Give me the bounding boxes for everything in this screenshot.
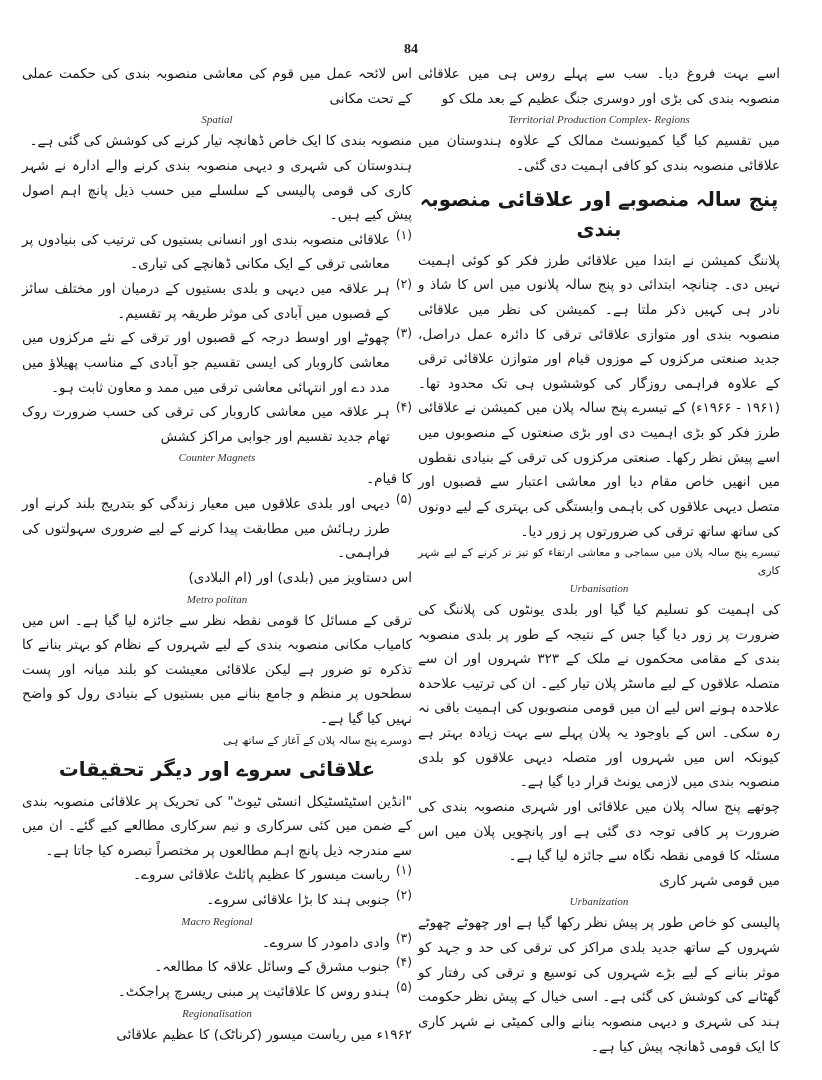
list-text: ہندو روس کا علاقائیت پر مبنی ریسرچ پراجکٹ۔ [117,983,390,1000]
right-column [418,62,780,1059]
paragraph: پالیسی کو خاص طور پر پیش نظر رکھا گیا ہے اور چھوٹے چھوٹے شہروں کے ساتھ جدید بلدی مراکز کی ترقی کی حد و جہد کو موثر بنانے کے لیے بڑے شہروں کی توسیع و ترقی کی رفتار کو گھٹانے کی کوشش کی گئی ہے۔ اسی خیال کے پیش نظر حکومت ہند کی شہری و دیہی منصوبہ بنانے والی کمیٹی نے شہر کاری کا ایک قومی ڈھانچہ پیش کیا ہے۔ [418,915,780,1055]
paragraph: پلاننگ کمیشن نے ابتدا میں علاقائی طرز فکر کو کوئی اہمیت نہیں دی۔ چنانچہ ابتدائی دو پنج سالہ پلانوں میں اس کا شاذ و نادر ہی کہیں ذکر ملتا ہے۔ کمیشن کی نظر میں علاقائی منصوبہ بندی اور متوازی علاقائی ترقی کا دائرہ عمل دراصل، جدید صنعتی مرکزوں کے موزوں قیام اور متوازن علاقائی ترقی کے علاوہ فراہمی روزگار کی کوششوں ہی تک محدود تھا۔ (۱۹۶۱ - ۱۹۶۶ء) کے تیسرے پنج سالہ پلان میں کمیشن نے علاقائی طرز فکر کو بڑی اہمیت دی اور بڑی صنعتوں کے منصوبوں میں اسے پیش نظر رکھا۔ صنعتی مرکزوں کی ترقی کے بنیادی نقطوں میں انھیں خاص مقام دیا اور معاشی اعتبار سے قصبوں اور متصل دیہی علاقوں کی باہمی وابستگی کی بہتری کے لیے دونوں کی ساتھ ساتھ ترقی کی ضرورتوں پر زور دیا۔ [418,252,780,540]
section-heading: علاقائی سروے اور دیگر تحقیقات [58,758,376,782]
paragraph: چوتھے پنج سالہ پلان میں علاقائی اور شہری منصوبہ بندی کی ضرورت پر کافی توجہ دی گئی ہے اور پانچویں پلان میں اس مسئلہ کا قومی نقطہ نگاہ سے جائزہ لیا گیا ہے۔ [418,798,780,865]
english-term: Regionalisation [182,1007,252,1020]
list-item [22,492,412,566]
paragraph: ۱۹۶۲ء میں ریاست میسور (کرناٹک) کا عظیم علاقائی [116,1026,412,1043]
paragraph: کی اہمیت کو تسلیم کیا گیا اور بلدی یونٹوں کی پلاننگ کی ضرورت پر زور دیا گیا جس کے نتیجہ کے طور پر بلدی منصوبہ بندی کے مقامی محکموں نے ملک کے ۳۲۳ شہروں اور ان سے متصلہ علاقوں کے لیے ماسٹر پلان تیار کیے۔ ان کی ترتیب علاحدہ علاحدہ ہونے اس لیے ان میں قومی منصوبوں کی اہمیت باقی نہ رہ سکی۔ اس کے باوجود یہ پلان پہلے سے بہت زیادہ بہتر ہے کیونکہ اس میں شہروں اور متصلہ دیہی علاقوں کو بلدی منصوبہ بندی میں لازمی یونٹ قرار دیا گیا ہے۔ [418,601,781,791]
paragraph: اسے بہت فروغ دیا۔ سب سے پہلے روس ہی میں علاقائی منصوبہ بندی کی بڑی اور دوسری جنگ عظیم کے بعد ملک کو [418,66,780,107]
paragraph: کا قیام۔ [366,471,412,488]
list-text: چھوٹے اور اوسط درجہ کے قصبوں اور ترقی کے نئے مرکزوں میں معاشی کاروبار کی ایسی تقسیم جو آبادی کے مناسب پھیلاؤ میں مدد دے اور انتہائی معاشی ترقی میں ممد و معاون ثابت ہو۔ [22,330,390,396]
list-number: (۳) [395,930,412,945]
list-text: ہر علاقہ میں معاشی کاروبار کی ترقی کی حسب ضرورت روک تھام جدید تقسیم اور جوابی مراکز کشش [22,404,390,445]
list-text: وادی دامودر کا سروے۔ [261,934,390,951]
list-number: (۵) [395,979,412,994]
list-number: (۱) [395,863,412,878]
list-number: (۵) [395,492,412,506]
list-text: ریاست میسور کا عظیم پائلٹ علاقائی سروے۔ [133,867,390,884]
paragraph: "انڈین اسٹیٹسٹیکل انسٹی ٹیوٹ" کی تحریک پر علاقائی منصوبہ بندی کے ضمن میں کئی سرکاری و نیم سرکاری مطالعے کیے گئے۔ ان میں سے مندرجہ ذیل پانچ اہم مطالعوں پر مختصراً تبصرہ کیا جاتا ہے۔ [22,793,412,859]
list-item [22,888,412,913]
list-text: ہر علاقہ میں دیہی و بلدی بستیوں کے درمیان اور مختلف سائز کے قصبوں میں آبادی کی موثر طریقہ پر تقسیم۔ [22,281,390,322]
list-item [22,931,412,956]
english-term: Macro Regional [181,915,253,928]
english-term: Counter Magnets [178,452,256,465]
list-item [22,980,412,1005]
list-text: دیہی اور بلدی علاقوں میں معیار زندگی کو بتدریج بلند کرنے اور طرز رہائش میں مطابقت پیدا کرنے کے لیے ضروری سہولتوں کی فراہمی۔ [22,496,390,562]
paragraph: ترقی کے مسائل کا قومی نقطہ نظر سے جائزہ لیا گیا ہے۔ اس میں کامیاب مکانی منصوبہ بندی کے لیے شہروں کے نظام کو بہتر بنانے کا تذکرہ تو ضرور ہے لیکن علاقائی معیشت کو بلند میانہ اور پست سطحوں پر منظم و جامع بنانے میں بستیوں کے بنیادی رول کو واضح نہیں کیا گیا ہے۔ [22,612,412,727]
english-term: Urbanisation [569,582,629,595]
list-number: (۲) [395,888,412,903]
paragraph: میں قومی شہر کاری [659,872,780,889]
list-number: (۱) [395,227,412,242]
list-number: (۴) [395,955,412,970]
paragraph: اس دستاویز میں (بلدی) اور (ام البلادی) [188,569,412,586]
list-number: (۲) [395,277,412,291]
list-item [22,863,412,888]
page-number: 84 [404,42,418,57]
left-column [22,62,412,1047]
list-text: علاقائی منصوبہ بندی اور انسانی بستیوں کی ترتیب کی بنیادوں پر معاشی ترقی کے ایک مکانی ڈھانچے کی تیاری۔ [22,231,390,273]
section-heading: پنج سالہ منصوبے اور علاقائی منصوبہ بندی [419,187,779,241]
english-term: Metro politan [186,593,248,606]
list-item [22,400,412,449]
paragraph: تیسرے پنج سالہ پلان میں سماجی و معاشی ارتقاء کو تیز تر کرنے کے لیے شہر کاری [418,546,780,578]
english-term: Territorial Production Complex- Regions [508,114,690,127]
paragraph: میں تقسیم کیا گیا کمیونسٹ ممالک کے علاوہ ہندوستان میں علاقائی منصوبہ بندی کو کافی اہمیت دی گئی۔ [418,133,780,174]
paragraph: ہندوستان کی شہری و دیہی منصوبہ بندی کرنے والے ادارہ نے شہر کاری کی قومی پالیسی کے سلسلے میں حسب ذیل پانچ اہم اصول پیش کیے ہیں۔ [22,157,412,224]
list-number: (۳) [395,326,412,341]
list-item [22,277,412,326]
list-item [22,228,412,277]
side-note: دوسرے پنج سالہ پلان کے آغاز کے ساتھ ہی [223,733,412,747]
list-number: (۴) [395,400,412,415]
list-text: جنوبی ہند کا بڑا علاقائی سروے۔ [206,892,390,909]
list-text: جنوب مشرق کے وسائل علاقہ کا مطالعہ۔ [154,959,390,976]
english-term: Urbanization [569,896,629,909]
paragraph: منصوبہ بندی کا ایک خاص ڈھانچہ تیار کرنے کی کوشش کی گئی ہے۔ [29,133,412,150]
english-term: Spatial [201,114,233,127]
list-item [22,955,412,980]
list-item [22,326,412,400]
paragraph: اس لائحہ عمل میں قوم کی معاشی منصوبہ بندی کی حکمت عملی کے تحت مکانی [22,66,412,107]
